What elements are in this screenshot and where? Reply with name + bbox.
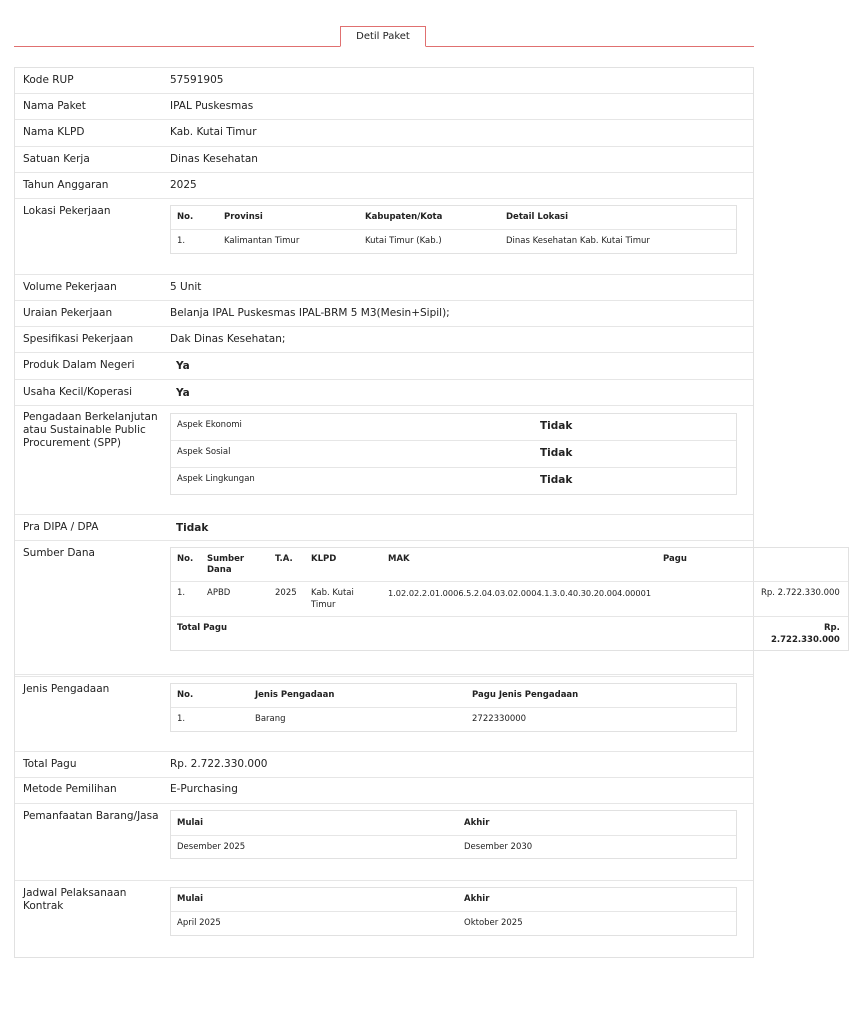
jadwal-label: Jadwal Pelaksanaan Kontrak: [23, 887, 127, 912]
volume-value: 5 Unit: [170, 281, 202, 293]
uraian-value: Belanja IPAL Puskesmas IPAL-BRM 5 M3(Mesin+Sipil);: [170, 307, 450, 319]
lokasi-header-row: [171, 206, 736, 230]
lokasi-table: [170, 205, 737, 254]
jenis-pengadaan-label: Jenis Pengadaan: [23, 683, 110, 695]
row-ukk: [15, 380, 753, 406]
row-nama-klpd: [15, 120, 753, 147]
tahun-anggaran-label: Tahun Anggaran: [23, 179, 109, 191]
row-tahun-anggaran: [15, 173, 753, 199]
total-pagu-value: Rp. 2.722.330.000: [170, 758, 268, 770]
row-satuan-kerja: [15, 147, 753, 173]
satuan-kerja-label: Satuan Kerja: [23, 153, 90, 165]
tab-bar: [0, 0, 768, 48]
nama-paket-value: IPAL Puskesmas: [170, 100, 254, 112]
spp-table: [170, 413, 737, 495]
row-spesifikasi: [15, 327, 753, 353]
pra-dipa-value: Tidak: [176, 522, 209, 534]
nama-klpd-label: Nama KLPD: [23, 126, 85, 138]
row-pra-dipa: [15, 515, 753, 541]
ukk-label: Usaha Kecil/Koperasi: [23, 386, 133, 398]
table-row: Desember 2025 Desember 2030: [177, 841, 533, 852]
sumber-dana-label: Sumber Dana: [23, 547, 95, 559]
table-row: Aspek Sosial Tidak: [171, 441, 736, 468]
jadwal-header-row: Mulai Akhir: [171, 888, 736, 912]
tab-detil-paket[interactable]: Detil Paket: [340, 26, 426, 47]
row-pemanfaatan: [15, 804, 753, 881]
table-row: Aspek Ekonomi Tidak: [171, 414, 736, 441]
total-pagu-label: Total Pagu: [23, 758, 77, 770]
spesifikasi-label: Spesifikasi Pekerjaan: [23, 333, 134, 345]
table-row: Aspek Lingkungan Tidak: [177, 474, 573, 486]
row-spp: [15, 406, 753, 515]
pemanfaatan-header-row: Mulai Akhir: [171, 811, 736, 836]
pemanfaatan-table: [170, 810, 737, 859]
spesifikasi-value: Dak Dinas Kesehatan;: [170, 333, 286, 345]
tahun-anggaran-value: 2025: [170, 179, 197, 191]
row-pdn: [15, 353, 753, 380]
row-uraian: [15, 301, 753, 327]
row-jenis-pengadaan: [15, 676, 753, 752]
jenis-pengadaan-header-row: No. Jenis Pengadaan Pagu Jenis Pengadaan: [171, 684, 736, 708]
total-pagu-row: Total Pagu Rp. 2.722.330.000: [177, 623, 840, 645]
pra-dipa-label: Pra DIPA / DPA: [23, 521, 99, 533]
uraian-label: Uraian Pekerjaan: [23, 307, 113, 319]
detail-card: [14, 67, 840, 958]
kode-rup-label: Kode RUP: [23, 74, 74, 86]
table-row: 1. Kalimantan Timur Kutai Timur (Kab.) Dinas Kesehatan Kab. Kutai Timur: [177, 236, 650, 246]
jenis-pengadaan-table: [170, 683, 737, 732]
row-volume: [15, 275, 753, 301]
metode-value: E-Purchasing: [170, 783, 238, 795]
row-sumber-dana: [15, 541, 840, 675]
satuan-kerja-value: Dinas Kesehatan: [170, 153, 258, 165]
pdn-label: Produk Dalam Negeri: [23, 359, 135, 371]
row-jadwal: [15, 881, 753, 957]
pdn-value: Ya: [176, 360, 190, 372]
jadwal-table: [170, 887, 737, 936]
nama-klpd-value: Kab. Kutai Timur: [170, 126, 257, 138]
ukk-value: Ya: [176, 387, 190, 399]
header-provinsi: Provinsi: [224, 212, 263, 222]
row-lokasi: [15, 199, 753, 275]
table-row: April 2025 Oktober 2025: [177, 918, 523, 928]
pemanfaatan-label: Pemanfaatan Barang/Jasa: [23, 810, 159, 822]
row-total-pagu: [15, 752, 753, 778]
kode-rup-value: 57591905: [170, 74, 224, 86]
header-detail-lokasi: Detail Lokasi: [506, 212, 569, 222]
row-kode-rup: [15, 68, 753, 94]
table-row: 1. APBD 2025 Kab. Kutai Timur 1.02.02.2.01.0006.5.2.04.03.02.0004.1.3.0.40.30.20.004.00001 Rp. 2.722.330.000: [171, 582, 848, 617]
row-nama-paket: [15, 94, 753, 120]
volume-label: Volume Pekerjaan: [23, 281, 117, 293]
sumber-dana-table: [170, 547, 849, 651]
spp-label: Pengadaan Berkelanjutan atau Sustainable Public Procurement (SPP): [23, 411, 158, 449]
sumber-dana-header-row: No. Sumber Dana T.A. KLPD MAK Pagu: [171, 548, 848, 582]
header-kabupaten: Kabupaten/Kota: [365, 212, 443, 222]
table-row: 1. Barang 2722330000: [177, 714, 527, 724]
nama-paket-label: Nama Paket: [23, 100, 86, 112]
lokasi-label: Lokasi Pekerjaan: [23, 205, 111, 217]
row-metode: [15, 778, 753, 804]
header-no: No.: [177, 212, 194, 222]
metode-label: Metode Pemilihan: [23, 783, 117, 795]
